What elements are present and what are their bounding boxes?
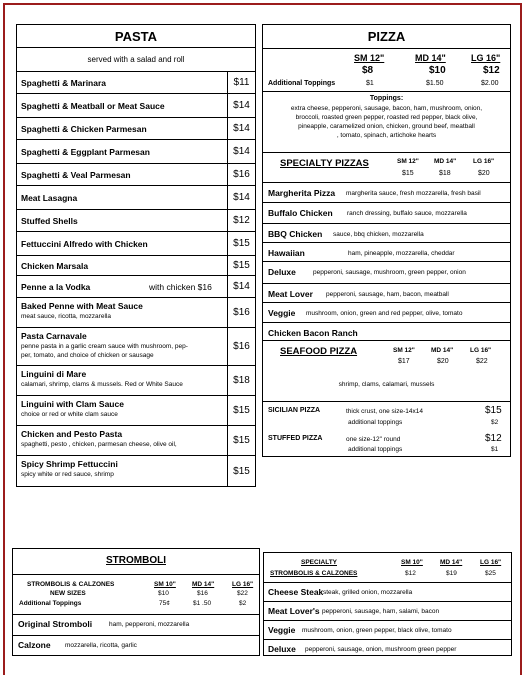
specialty-stromboli-price: $19	[446, 570, 457, 577]
pasta-item-price: $11	[227, 72, 255, 93]
pasta-item-price: $18	[227, 366, 255, 395]
pizza-topping-lg: $2.00	[481, 80, 499, 87]
stromboli-item-desc: ham, pepperoni, mozzarella	[109, 621, 190, 628]
seafood-price: $22	[476, 358, 488, 365]
toppings-title: Toppings:	[369, 95, 404, 102]
sicilian-topping-label: additional toppings	[348, 419, 403, 426]
pizza-size-md: MD 14"	[415, 53, 446, 63]
specialty-stromboli-price: $25	[485, 570, 496, 577]
pasta-item-name: Chicken and Pesto Pasta	[21, 429, 123, 439]
pasta-item-row	[17, 117, 255, 139]
pasta-item-desc: spaghetti, pesto , chicken, parmesan cheese, olive oil,	[21, 441, 177, 448]
seafood-size: SM 12"	[393, 347, 415, 354]
specialty-stromboli-name: Deluxe	[268, 644, 296, 654]
specialty-stromboli-name: Veggie	[268, 625, 296, 635]
pasta-item-name: Chicken Marsala	[21, 261, 89, 271]
pizza-topping-sm: $1	[366, 80, 374, 87]
specialty-pizza-row	[263, 223, 510, 242]
pasta-item-price: $12	[227, 210, 255, 231]
sicilian-price: $15	[485, 405, 502, 416]
stromboli-item-desc: mozzarella, ricotta, garlic	[65, 642, 137, 649]
seafood-size: MD 14"	[431, 347, 454, 354]
specialty-pizza-name: Meat Lover	[268, 289, 313, 299]
pasta-item-name: Linguini di Mare	[21, 369, 87, 379]
pizza-title: PIZZA	[367, 29, 406, 44]
specialty-pizza-row	[263, 202, 510, 223]
pasta-item-name: Baked Penne with Meat Sauce	[21, 301, 143, 311]
stuffed-price: $12	[485, 433, 502, 444]
sicilian-topping-price: $2	[491, 419, 499, 426]
pasta-item-row	[17, 455, 255, 486]
seafood-row	[263, 340, 510, 401]
stromboli-price: $22	[237, 590, 248, 597]
pizza-section	[262, 24, 511, 457]
pasta-item-desc: spicy white or red sauce, shrimp	[21, 471, 114, 478]
specialty-pizza-desc: pepperoni, sausage, mushroom, green pepper, onion	[313, 269, 466, 276]
specialty-pizza-desc: mushroom, onion, green and red pepper, olive, tomato	[306, 310, 463, 317]
stromboli-size: SM 10"	[154, 581, 176, 588]
sicilian-desc: thick crust, one size-14x14	[346, 408, 423, 415]
specialty-stromboli-size: MD 14"	[440, 559, 463, 566]
specialty-stromboli-desc: pepperoni, sausage, onion, mushroom green pepper	[305, 646, 457, 653]
specialty-stromboli-row	[264, 639, 511, 656]
specialty-price: $15	[402, 170, 414, 177]
seafood-size: LG 16"	[470, 347, 492, 354]
specialty-pizza-row	[263, 261, 510, 283]
pizza-toppings-row	[263, 91, 510, 152]
pasta-item-price: $16	[227, 164, 255, 185]
stuffed-desc: one size-12" round	[346, 436, 401, 443]
specialty-pizza-desc: margherita sauce, fresh mozzarella, fresh basil	[346, 190, 481, 197]
seafood-title: SEAFOOD PIZZA	[280, 346, 358, 357]
pasta-item-desc: meat sauce, ricotta, mozzarella	[21, 313, 111, 320]
stromboli-item-row	[13, 635, 259, 656]
pizza-size-sm: SM 12"	[354, 53, 385, 63]
pizza-size-lg: LG 16"	[471, 53, 501, 63]
pasta-title: PASTA	[114, 29, 158, 44]
stromboli-item-name: Original Stromboli	[18, 619, 93, 629]
pasta-item-row	[17, 327, 255, 365]
pasta-item-price: $15	[227, 396, 255, 425]
stuffed-topping-label: additional toppings	[348, 446, 403, 453]
pasta-item-price: $14	[227, 118, 255, 139]
stromboli-toppings-label: Additional Toppings	[19, 600, 82, 607]
specialty-pizza-row	[263, 242, 510, 261]
pasta-item-row	[17, 139, 255, 163]
pasta-item-name: Meat Lasagna	[21, 193, 78, 203]
pasta-item-price: $15	[227, 456, 255, 486]
pasta-item-row	[17, 365, 255, 395]
specialty-pizza-name: Margherita Pizza	[268, 188, 336, 198]
stromboli-topping: $1 .50	[193, 600, 212, 607]
stromboli-size: MD 14"	[192, 581, 215, 588]
pasta-item-name: Spaghetti & Eggplant Parmesan	[21, 147, 150, 157]
pasta-item-price: $14	[227, 186, 255, 209]
pasta-item-row	[17, 71, 255, 93]
pasta-subtitle: served with a salad and roll	[87, 55, 185, 64]
pasta-item-extra: with chicken $16	[149, 282, 212, 292]
stromboli-section	[12, 548, 260, 656]
pasta-item-name: Spaghetti & Veal Parmesan	[21, 170, 131, 180]
specialty-stromboli-title2: STROMBOLIS & CALZONES	[270, 570, 358, 577]
pizza-topping-md: $1.50	[426, 80, 444, 87]
pasta-item-name: Spaghetti & Chicken Parmesan	[21, 124, 147, 134]
pasta-item-price: $15	[227, 232, 255, 255]
specialty-stromboli-desc: steak, grilled onion, mozzarella	[323, 589, 413, 596]
stromboli-topping: 75¢	[159, 600, 170, 607]
pasta-item-desc: penne pasta in a garlic cream sauce with mushroom, pep-	[21, 343, 188, 350]
specialty-pizza-row	[263, 182, 510, 202]
specialty-pizza-name: Veggie	[268, 308, 296, 318]
pasta-item-price: $14	[227, 276, 255, 297]
toppings-line: extra cheese, pepperoni, sausage, bacon, ham, mushroom, onion,	[290, 105, 483, 112]
specialty-pizza-row	[263, 302, 510, 322]
specialty-stromboli-name: Meat Lover's	[268, 606, 320, 616]
stromboli-sizes-row	[13, 574, 259, 614]
specialty-stromboli-section	[263, 552, 512, 656]
specialty-pizza-name: BBQ Chicken	[268, 229, 323, 239]
specialty-pizza-desc: ham, pineapple, mozzarella, cheddar	[348, 250, 455, 257]
stromboli-header-label: STROMBOLIS & CALZONES	[27, 581, 115, 588]
pasta-item-row	[17, 425, 255, 455]
pasta-item-row	[17, 185, 255, 209]
specialty-pizza-desc: sauce, bbq chicken, mozzarella	[333, 231, 424, 238]
pasta-item-desc: choice or red or white clam sauce	[21, 411, 118, 418]
seafood-price: $17	[398, 358, 410, 365]
stromboli-item-name: Calzone	[18, 640, 51, 650]
pasta-item-name: Linguini with Clam Sauce	[21, 399, 124, 409]
specialty-stromboli-size: LG 16"	[480, 559, 502, 566]
specialty-size: SM 12"	[397, 158, 419, 165]
stromboli-size: LG 16"	[232, 581, 254, 588]
pasta-item-desc: per, tomato, and choice of chicken or sausage	[21, 352, 154, 359]
specialty-stromboli-row	[264, 582, 511, 601]
specialty-price: $18	[439, 170, 451, 177]
sicilian-divider	[263, 401, 510, 402]
stromboli-item-row	[13, 614, 259, 635]
stromboli-topping: $2	[239, 600, 247, 607]
specialty-pizza-name: Hawaiian	[268, 248, 305, 258]
pasta-item-name: Fettuccini Alfredo with Chicken	[21, 239, 148, 249]
pizza-price-md: $10	[429, 65, 446, 76]
specialty-header-row	[263, 152, 510, 182]
pasta-item-price: $14	[227, 140, 255, 163]
specialty-pizza-desc: ranch dressing, buffalo sauce, mozzarella	[347, 210, 467, 217]
specialty-pizza-desc: pepperoni, sausage, ham, bacon, meatball	[326, 291, 449, 298]
specialty-pizza-row	[263, 283, 510, 302]
pasta-item-price: $15	[227, 426, 255, 455]
specialty-price: $20	[478, 170, 490, 177]
pasta-item-name: Spicy Shrimp Fettuccini	[21, 459, 118, 469]
pasta-subtitle-row	[17, 47, 255, 71]
pizza-price-sm: $8	[362, 65, 374, 76]
pasta-item-price: $14	[227, 94, 255, 117]
seafood-price: $20	[437, 358, 449, 365]
pasta-item-price: $15	[227, 256, 255, 275]
sicilian-name: SICILIAN PIZZA	[268, 407, 321, 414]
stuffed-name: STUFFED PIZZA	[268, 435, 323, 442]
pasta-section	[16, 24, 256, 487]
pasta-item-row	[17, 297, 255, 327]
toppings-line: broccoli, roasted green pepper, roasted red pepper, black olive,	[295, 114, 478, 121]
specialty-stromboli-price: $12	[405, 570, 416, 577]
specialty-title: SPECIALTY PIZZAS	[280, 158, 369, 169]
specialty-stromboli-title1: SPECIALTY	[301, 559, 337, 566]
specialty-pizza-name: Deluxe	[268, 267, 296, 277]
pizza-toppings-label: Additional Toppings	[268, 80, 336, 87]
pasta-item-name: Spaghetti & Marinara	[21, 78, 107, 88]
pasta-item-row	[17, 395, 255, 425]
stromboli-price: $16	[197, 590, 208, 597]
stromboli-new-sizes: NEW SIZES	[50, 590, 86, 597]
pasta-item-name: Stuffed Shells	[21, 216, 78, 226]
pasta-item-name: Penne a la Vodka	[21, 282, 91, 292]
specialty-size: MD 14"	[434, 158, 457, 165]
toppings-line: , tomato, spinach, artichoke hearts	[336, 132, 437, 139]
pasta-item-price: $16	[227, 328, 255, 365]
specialty-stromboli-desc: mushroom, onion, green pepper, black olive, tomato	[302, 627, 452, 634]
pizza-price-lg: $12	[483, 65, 500, 76]
toppings-line: pineapple, caramelized onion, chicken, ground beef, meatball	[298, 123, 475, 130]
pasta-item-row	[17, 231, 255, 255]
pasta-item-row	[17, 93, 255, 117]
pasta-item-name: Spaghetti & Meatball or Meat Sauce	[21, 101, 165, 111]
specialty-pizza-name: Buffalo Chicken	[268, 208, 333, 218]
specialty-stromboli-row	[264, 620, 511, 639]
specialty-stromboli-name: Cheese Steak	[268, 587, 324, 597]
pasta-item-name: Pasta Carnavale	[21, 331, 87, 341]
specialty-stromboli-size: SM 10"	[401, 559, 423, 566]
stromboli-price: $10	[158, 590, 169, 597]
pasta-item-row	[17, 209, 255, 231]
pasta-item-row	[17, 255, 255, 275]
specialty-pizza-name: Chicken Bacon Ranch	[268, 328, 358, 338]
specialty-stromboli-desc: pepperoni, sausage, ham, salami, bacon	[322, 608, 440, 615]
pasta-item-row	[17, 163, 255, 185]
seafood-desc: shrimp, clams, calamari, mussels	[338, 381, 435, 388]
pasta-item-price: $16	[227, 298, 255, 327]
specialty-size: LG 16"	[473, 158, 495, 165]
stromboli-title: STROMBOLI	[106, 555, 166, 566]
specialty-stromboli-row	[264, 601, 511, 620]
stuffed-topping-price: $1	[491, 446, 499, 453]
pasta-item-desc: calamari, shrimp, clams & mussels. Red or White Sauce	[21, 381, 183, 388]
pasta-item-row	[17, 275, 255, 297]
